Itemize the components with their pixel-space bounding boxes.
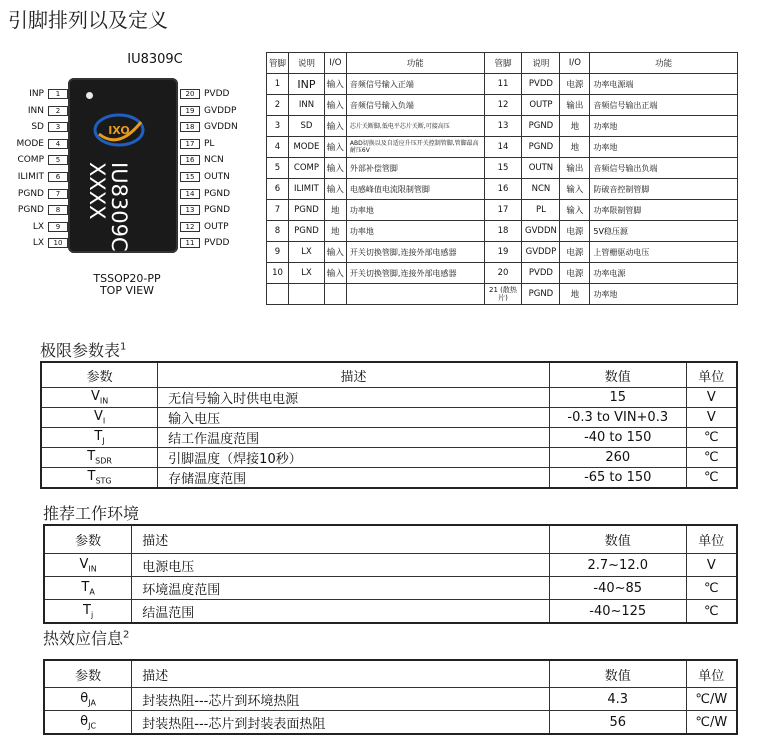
abs_max-symbol (41, 448, 158, 468)
pin-table-cell: 输入 (560, 179, 590, 200)
package-view: TOP VIEW (99, 284, 155, 297)
pin-table-cell: 输入 (324, 95, 346, 116)
pin-name-right: GVDDP (204, 105, 237, 116)
pin-name-right: PVDD (204, 89, 230, 99)
symbol-subscript: I (102, 416, 106, 426)
symbol-subscript: j (90, 610, 94, 620)
pin-table-cell: 16 (484, 179, 522, 200)
pin-table-cell: 输出 (560, 95, 590, 116)
pin-table-cell: 外部补偿管脚 (346, 158, 484, 179)
pin-number-right: 18 (180, 122, 200, 132)
abs_max-row (41, 448, 737, 468)
symbol: T (83, 602, 91, 618)
abs_max-description: 无信号输入时供电电源 (158, 388, 550, 408)
ixo-logo-icon (93, 112, 145, 148)
pin-table-header: 说明 (288, 53, 324, 74)
pin-table-cell: OUTP (522, 95, 560, 116)
pin-table-cell: 8 (267, 221, 289, 242)
pin-name-left: INN (27, 105, 44, 116)
pin-table-cell: PGND (522, 284, 560, 305)
pin-table-header: 管脚 (267, 53, 289, 74)
pin-table-cell: PVDD (522, 263, 560, 284)
thermal-title: 热效应信息$^2$ (43, 629, 130, 648)
thermal-description: 封装热阻---芯片到环境热阻 (132, 688, 550, 711)
pin-table-cell: 防破音控制管脚 (590, 179, 738, 200)
thermal-description: 封装热阻---芯片到封装表面热阻 (132, 711, 550, 735)
pin-table-cell: 功率地 (590, 284, 738, 305)
logo-text: IXO (108, 124, 130, 137)
pin-table-cell (324, 284, 346, 305)
pin-name-left: LX (32, 221, 44, 232)
pin-table-cell: 音频信号输出正端 (590, 95, 738, 116)
pin-table-cell: 输入 (560, 200, 590, 221)
recommended-description: 结温范围 (132, 600, 550, 624)
pin-number-left: 2 (48, 106, 68, 116)
pin-table-cell: ILIMIT (288, 179, 324, 200)
pin-table-cell: 功率地 (590, 116, 738, 137)
abs_max-description: 输入电压 (158, 408, 550, 428)
recommended-symbol (44, 600, 132, 624)
pin-table-cell: PGND (522, 137, 560, 158)
pin-number-right: 13 (180, 205, 200, 215)
recommended-unit: ℃ (686, 600, 737, 624)
pin-table-cell: INP (288, 74, 324, 95)
symbol: T (94, 429, 103, 445)
pin-number-right: 11 (180, 238, 200, 248)
pin-table-cell: 3 (267, 116, 289, 137)
pin-table-cell: 20 (484, 263, 522, 284)
chip-package (72, 273, 182, 297)
pin-table-cell: GVDDP (522, 242, 560, 263)
thermal-header: 描述 (132, 660, 550, 688)
pin-table-cell: ABD切换以及自适应升压开关控制管脚,管脚最高耐压6V (346, 137, 484, 158)
pin-number-left: 1 (48, 89, 68, 99)
abs_max-row (41, 428, 737, 448)
symbol: T (87, 449, 96, 465)
pin1-marker-dot (86, 92, 93, 99)
pin-table-cell (267, 284, 289, 305)
pin-table-cell: 音频信号输出负端 (590, 158, 738, 179)
pin-table-row (267, 179, 738, 200)
pin-table-row (267, 137, 738, 158)
pin-table-header: I/O (324, 53, 346, 74)
pin-table-cell: 输入 (324, 263, 346, 284)
pin-table-cell: 输出 (560, 158, 590, 179)
pin-table-cell: GVDDN (522, 221, 560, 242)
pin-table-cell: 21 (散热片) (484, 284, 522, 305)
pin-table-cell: 1 (267, 74, 289, 95)
pin-table-cell: 电源 (560, 74, 590, 95)
pin-table-cell: 15 (484, 158, 522, 179)
symbol: θ (80, 713, 89, 729)
abs-max-table (40, 361, 738, 489)
pin-table-cell: OUTN (522, 158, 560, 179)
recommended-header: 单位 (686, 525, 737, 554)
pin-table-cell: MODE (288, 137, 324, 158)
abs_max-row (41, 388, 737, 408)
recommended-row (44, 600, 737, 624)
abs_max-value: -40 to 150 (549, 428, 686, 448)
pin-table-cell: INN (288, 95, 324, 116)
pin-table-cell: 地 (560, 284, 590, 305)
pin-table-row (267, 95, 738, 116)
pin-number-right: 20 (180, 89, 200, 99)
pin-table-cell: 14 (484, 137, 522, 158)
abs_max-unit: ℃ (686, 428, 737, 448)
abs_max-header-row (41, 362, 737, 388)
pin-table-cell: 功率限制管脚 (590, 200, 738, 221)
abs_max-value: -0.3 to VIN+0.3 (549, 408, 686, 428)
pin-table-cell: 输入 (324, 137, 346, 158)
thermal-value: 56 (549, 711, 686, 735)
thermal-row (44, 711, 737, 735)
abs_max-value: 15 (549, 388, 686, 408)
thermal-symbol (44, 711, 132, 735)
symbol-subscript: IN (99, 396, 109, 406)
pin-number-right: 15 (180, 172, 200, 182)
pin-number-right: 14 (180, 189, 200, 199)
pin-table-cell: 7 (267, 200, 289, 221)
thermal-header: 数值 (549, 660, 686, 688)
pin-name-left: PGND (17, 205, 44, 216)
pin-table-cell (346, 284, 484, 305)
symbol: V (93, 409, 103, 425)
pin-table-row (267, 221, 738, 242)
pin-table-header-row (267, 53, 738, 74)
symbol: T (81, 579, 90, 595)
abs_max-value: 260 (549, 448, 686, 468)
pin-table-cell: PGND (522, 116, 560, 137)
abs_max-symbol (41, 428, 158, 448)
abs_max-value: -65 to 150 (549, 468, 686, 489)
symbol-subscript: IN (88, 564, 97, 574)
abs_max-header: 描述 (158, 362, 550, 388)
pin-table-row (267, 74, 738, 95)
pin-table-cell: 2 (267, 95, 289, 116)
pin-table-cell: 地 (324, 221, 346, 242)
pin-table-cell: 地 (324, 200, 346, 221)
symbol-subscript: A (89, 587, 95, 597)
pin-table-cell: 12 (484, 95, 522, 116)
recommended-description: 环境温度范围 (132, 577, 550, 600)
pin-table-cell: 输入 (324, 74, 346, 95)
recommended-unit: ℃ (686, 577, 737, 600)
symbol-subscript: JC (88, 721, 97, 731)
abs_max-header: 数值 (549, 362, 686, 388)
recommended-value: -40~125 (549, 600, 686, 624)
pin-table-cell (288, 284, 324, 305)
pin-name-right: PVDD (204, 238, 230, 249)
thermal-row (44, 688, 737, 711)
pin-table-row (267, 263, 738, 284)
abs_max-symbol (41, 388, 158, 408)
thermal-unit: ℃/W (686, 711, 737, 735)
thermal-symbol (44, 688, 132, 711)
pin-name-left: PGND (17, 188, 44, 199)
pin-table-header: 管脚 (484, 53, 522, 74)
pin-number-left: 10 (48, 238, 68, 248)
pin-name-right: PGND (204, 188, 231, 199)
pin-table-cell: 音频信号输入正端 (346, 74, 484, 95)
pin-name-left: SD (31, 122, 44, 133)
pin-number-right: 12 (180, 222, 200, 232)
recommended-header: 描述 (132, 525, 550, 554)
abs_max-header: 单位 (686, 362, 737, 388)
pin-table-cell: 功率地 (346, 200, 484, 221)
pin-name-left: LX (32, 238, 44, 249)
pin-definition-table (266, 52, 738, 305)
pin-table-row (267, 284, 738, 305)
thermal-table (43, 659, 738, 735)
pin-table-row (267, 200, 738, 221)
pin-table-cell: 功率电源端 (590, 74, 738, 95)
pin-number-left: 6 (48, 172, 68, 182)
recommended-header: 参数 (44, 525, 132, 554)
pin-table-cell: COMP (288, 158, 324, 179)
pin-table-cell: LX (288, 242, 324, 263)
pin-table-cell: 输入 (324, 158, 346, 179)
pin-table-cell: 10 (267, 263, 289, 284)
pin-table-cell: 地 (560, 137, 590, 158)
pin-table-row (267, 116, 738, 137)
abs_max-header: 参数 (41, 362, 158, 388)
pin-table-cell: 输入 (324, 242, 346, 263)
thermal-unit: ℃/W (686, 688, 737, 711)
pin-table-cell: 17 (484, 200, 522, 221)
pin-table-cell: 音频信号输入负端 (346, 95, 484, 116)
recommended-table (43, 524, 738, 624)
pin-table-cell: 芯片关断脚,低电平芯片关断,可接高压 (346, 116, 484, 137)
pin-table-cell: 5 (267, 158, 289, 179)
abs_max-unit: ℃ (686, 448, 737, 468)
thermal-header: 单位 (686, 660, 737, 688)
pin-table-cell: NCN (522, 179, 560, 200)
symbol-subscript: SDR (95, 456, 112, 466)
pin-name-right: PGND (204, 205, 231, 216)
pin-table-cell: 功率电源 (590, 263, 738, 284)
abs_max-unit: V (686, 408, 737, 428)
abs-max-title: 极限参数表$^1$ (40, 341, 127, 360)
pin-table-cell: 电源 (560, 242, 590, 263)
recommended-symbol (44, 554, 132, 577)
pin-table-cell: 11 (484, 74, 522, 95)
pin-table-cell: 6 (267, 179, 289, 200)
abs_max-unit: V (686, 388, 737, 408)
symbol: V (79, 556, 89, 572)
pin-table-cell: 13 (484, 116, 522, 137)
pin-table-header: I/O (560, 53, 590, 74)
pin-name-right: OUTN (204, 172, 230, 182)
recommended-header: 数值 (549, 525, 686, 554)
pin-number-left: 7 (48, 189, 68, 199)
pin-table-cell: PL (522, 200, 560, 221)
symbol-subscript: STG (95, 476, 112, 486)
pin-name-right: GVDDN (204, 122, 238, 133)
pin-number-right: 17 (180, 139, 200, 149)
recommended-symbol (44, 577, 132, 600)
package-name: TSSOP20-PP (93, 272, 161, 285)
pin-table-header: 功能 (590, 53, 738, 74)
pin-table-cell: 18 (484, 221, 522, 242)
abs_max-row (41, 468, 737, 489)
chip-marking-line-2: XXXX (85, 162, 109, 220)
recommended-unit: V (686, 554, 737, 577)
pin-table-cell: SD (288, 116, 324, 137)
symbol-subscript: J (102, 436, 105, 446)
symbol: T (87, 469, 96, 485)
abs_max-description: 存储温度范围 (158, 468, 550, 489)
pin-table-cell: 4 (267, 137, 289, 158)
pin-name-left: MODE (16, 138, 44, 149)
recommended-description: 电源电压 (132, 554, 550, 577)
pin-table-cell: 5V稳压源 (590, 221, 738, 242)
pin-table-cell: PVDD (522, 74, 560, 95)
pin-name-right: OUTP (204, 221, 229, 232)
recommended-title: 推荐工作环境 (43, 504, 140, 523)
pin-table-header: 功能 (346, 53, 484, 74)
pin-number-right: 16 (180, 155, 200, 165)
chip-name: IU8309C (127, 52, 183, 67)
pin-number-left: 3 (48, 122, 68, 132)
page-title: 引脚排列以及定义 (8, 8, 168, 32)
recommended-header-row (44, 525, 737, 554)
abs_max-unit: ℃ (686, 468, 737, 489)
pin-table-cell: 19 (484, 242, 522, 263)
pin-table-cell: 输入 (324, 116, 346, 137)
chip-marking-line-1: IU8309C (107, 162, 131, 252)
pin-name-left: COMP (17, 155, 44, 166)
abs_max-description: 结工作温度范围 (158, 428, 550, 448)
pin-name-right: PL (204, 138, 215, 149)
recommended-row (44, 554, 737, 577)
abs_max-symbol (41, 468, 158, 489)
pin-name-left: INP (29, 89, 44, 99)
pin-table-cell: 功率地 (346, 221, 484, 242)
pin-table-cell: 9 (267, 242, 289, 263)
abs_max-symbol (41, 408, 158, 428)
pin-number-left: 5 (48, 155, 68, 165)
pin-name-right: NCN (204, 155, 224, 166)
pin-table-row (267, 242, 738, 263)
pin-table-row (267, 158, 738, 179)
thermal-value: 4.3 (549, 688, 686, 711)
recommended-row (44, 577, 737, 600)
thermal-header: 参数 (44, 660, 132, 688)
pin-table-cell: 电感峰值电流限制管脚 (346, 179, 484, 200)
pin-table-cell: 输入 (324, 179, 346, 200)
symbol: θ (80, 690, 89, 706)
recommended-value: 2.7~12.0 (549, 554, 686, 577)
pin-table-cell: 上管栅驱动电压 (590, 242, 738, 263)
pin-table-header: 说明 (522, 53, 560, 74)
pin-table-cell: 电源 (560, 221, 590, 242)
pin-table-cell: 地 (560, 116, 590, 137)
pin-table-cell: PGND (288, 200, 324, 221)
symbol: V (90, 389, 100, 405)
thermal-header-row (44, 660, 737, 688)
symbol-subscript: JA (88, 698, 96, 708)
pin-table-cell: 开关切换管脚,连接外部电感器 (346, 263, 484, 284)
pin-table-cell: 电源 (560, 263, 590, 284)
pin-table-cell: 功率地 (590, 137, 738, 158)
recommended-value: -40~85 (549, 577, 686, 600)
abs_max-description: 引脚温度（焊接10秒） (158, 448, 550, 468)
pin-table-cell: PGND (288, 221, 324, 242)
pin-number-left: 4 (48, 139, 68, 149)
pin-name-left: ILIMIT (17, 172, 44, 182)
pin-table-cell: LX (288, 263, 324, 284)
pin-number-left: 8 (48, 205, 68, 215)
abs_max-row (41, 408, 737, 428)
pin-number-left: 9 (48, 222, 68, 232)
pin-table-cell: 开关切换管脚,连接外部电感器 (346, 242, 484, 263)
chip-marking (86, 162, 130, 252)
pin-number-right: 19 (180, 106, 200, 116)
